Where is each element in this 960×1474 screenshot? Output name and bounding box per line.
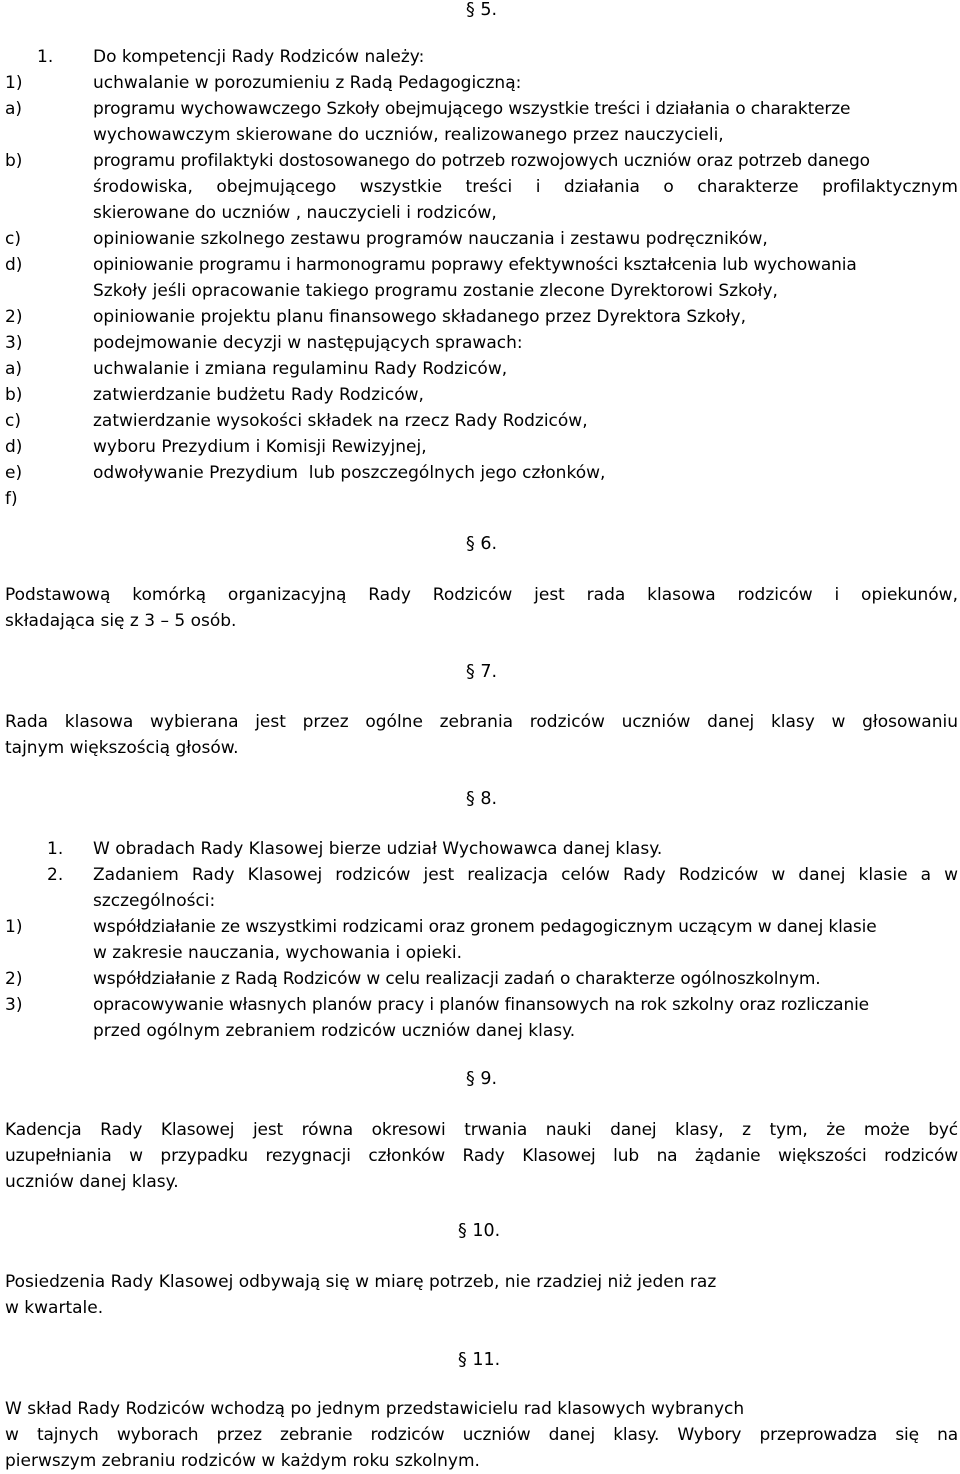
item-text: współdziałanie z Radą Rodziców w celu realizacji zadań o charakterze ogólnoszkolnym.: [93, 969, 821, 989]
list-item: [5, 966, 958, 992]
list-item: [5, 304, 958, 330]
item-label: 1.: [37, 47, 54, 67]
section-heading-10: § 10.: [458, 1221, 501, 1241]
item-text: wychowawczym skierowane do uczniów, realizowanego przez nauczycieli,: [93, 125, 724, 145]
list-item: [5, 434, 958, 460]
list-item-continuation: [5, 1018, 958, 1044]
list-item: [5, 460, 958, 486]
list-item-continuation: [5, 200, 958, 226]
paragraph-line: Rada klasowa wybierana jest przez ogólne zebrania rodziców uczniów danej klasy w głosowaniu: [5, 712, 958, 732]
item-label: a): [5, 99, 23, 119]
section-heading-11: § 11.: [458, 1350, 501, 1370]
item-text: programu wychowawczego Szkoły obejmującego wszystkie treści i działania o charakterze: [93, 99, 851, 119]
item-text: Do kompetencji Rady Rodziców należy:: [93, 47, 425, 67]
paragraph-line: pierwszym zebraniu rodziców w każdym roku szkolnym.: [5, 1451, 480, 1471]
list-item: [5, 226, 958, 252]
item-label: 2.: [47, 865, 64, 885]
paragraph-line: składająca się z 3 – 5 osób.: [5, 611, 237, 631]
item-label: 3): [5, 995, 23, 1015]
list-item: [5, 486, 958, 512]
item-label: 1): [5, 73, 23, 93]
list-item-continuation: [5, 122, 958, 148]
item-label: d): [5, 437, 23, 457]
item-label: b): [5, 385, 23, 405]
item-label: c): [5, 411, 21, 431]
paragraph-line: w kwartale.: [5, 1298, 104, 1318]
paragraph-line: W skład Rady Rodziców wchodzą po jednym przedstawicielu rad klasowych wybranych: [5, 1399, 745, 1419]
list-item-continuation: [5, 888, 958, 914]
item-text: współdziałanie ze wszystkimi rodzicami oraz gronem pedagogicznym uczącym w danej klasie: [93, 917, 877, 937]
item-text: opracowywanie własnych planów pracy i planów finansowych na rok szkolny oraz rozliczanie: [93, 995, 869, 1015]
list-item: [5, 836, 958, 862]
item-text: odwoływanie Prezydium lub poszczególnych jego członków,: [93, 463, 606, 483]
item-text: zatwierdzanie wysokości składek na rzecz Rady Rodziców,: [93, 411, 588, 431]
item-label: 1): [5, 917, 23, 937]
section-heading-7: § 7.: [466, 662, 498, 682]
item-label: b): [5, 151, 23, 171]
item-label: 3): [5, 333, 23, 353]
item-label: d): [5, 255, 23, 275]
item-text: opiniowanie programu i harmonogramu poprawy efektywności kształcenia lub wychowania: [93, 255, 857, 275]
item-text: uchwalanie i zmiana regulaminu Rady Rodziców,: [93, 359, 508, 379]
paragraph-line: Posiedzenia Rady Klasowej odbywają się w miarę potrzeb, nie rzadziej niż jeden raz: [5, 1272, 717, 1292]
list-item-continuation: [5, 940, 958, 966]
section-heading-8: § 8.: [466, 789, 498, 809]
list-item: [5, 382, 958, 408]
paragraph-line: uczniów danej klasy.: [5, 1172, 179, 1192]
list-item: [5, 356, 958, 382]
list-item-continuation: [5, 278, 958, 304]
paragraph-line: uzupełniania w przypadku rezygnacji członków Rady Klasowej lub na żądanie większości rodziców: [5, 1146, 958, 1166]
paragraph-line: tajnym większością głosów.: [5, 738, 239, 758]
item-label: c): [5, 229, 21, 249]
list-item: [5, 330, 958, 356]
item-label: e): [5, 463, 23, 483]
section-heading-5: § 5.: [466, 0, 498, 20]
list-item: [5, 914, 958, 940]
list-item: [5, 44, 958, 70]
item-text: W obradach Rady Klasowej bierze udział Wychowawca danej klasy.: [93, 839, 663, 859]
list-item: [5, 252, 958, 278]
section-heading-9: § 9.: [466, 1069, 498, 1089]
list-item: [5, 148, 958, 174]
item-text: szczególności:: [93, 891, 216, 911]
item-text: środowiska, obejmującego wszystkie treści i działania o charakterze profilaktycznym: [93, 177, 958, 197]
item-text: podejmowanie decyzji w następujących sprawach:: [93, 333, 523, 353]
paragraph-line: w tajnych wyborach przez zebranie rodziców uczniów danej klasy. Wybory przeprowadza się na: [5, 1425, 958, 1445]
item-label: f): [5, 489, 18, 509]
item-label: 1.: [47, 839, 64, 859]
list-item: [5, 408, 958, 434]
item-text: Zadaniem Rady Klasowej rodziców jest realizacja celów Rady Rodziców w danej klasie a w: [93, 865, 958, 885]
list-item: [5, 70, 958, 96]
item-label: 2): [5, 307, 23, 327]
paragraph-line: Kadencja Rady Klasowej jest równa okresowi trwania nauki danej klasy, z tym, że może być: [5, 1120, 958, 1140]
list-item: [5, 96, 958, 122]
item-text: wyboru Prezydium i Komisji Rewizyjnej,: [93, 437, 427, 457]
item-text: skierowane do uczniów , nauczycieli i rodziców,: [93, 203, 497, 223]
list-item: [5, 862, 958, 888]
item-text: opiniowanie szkolnego zestawu programów nauczania i zestawu podręczników,: [93, 229, 768, 249]
item-text: uchwalanie w porozumieniu z Radą Pedagogiczną:: [93, 73, 522, 93]
list-item-continuation: [5, 174, 958, 200]
item-text: w zakresie nauczania, wychowania i opieki.: [93, 943, 462, 963]
paragraph-line: Podstawową komórką organizacyjną Rady Rodziców jest rada klasowa rodziców i opiekunów,: [5, 585, 958, 605]
list-item: [5, 992, 958, 1018]
item-label: a): [5, 359, 23, 379]
item-text: zatwierdzanie budżetu Rady Rodziców,: [93, 385, 424, 405]
item-text: programu profilaktyki dostosowanego do potrzeb rozwojowych uczniów oraz potrzeb danego: [93, 151, 870, 171]
section-heading-6: § 6.: [466, 534, 498, 554]
item-text: opiniowanie projektu planu finansowego składanego przez Dyrektora Szkoły,: [93, 307, 747, 327]
item-label: 2): [5, 969, 23, 989]
item-text: Szkoły jeśli opracowanie takiego programu zostanie zlecone Dyrektorowi Szkoły,: [93, 281, 778, 301]
item-text: przed ogólnym zebraniem rodziców uczniów danej klasy.: [93, 1021, 576, 1041]
